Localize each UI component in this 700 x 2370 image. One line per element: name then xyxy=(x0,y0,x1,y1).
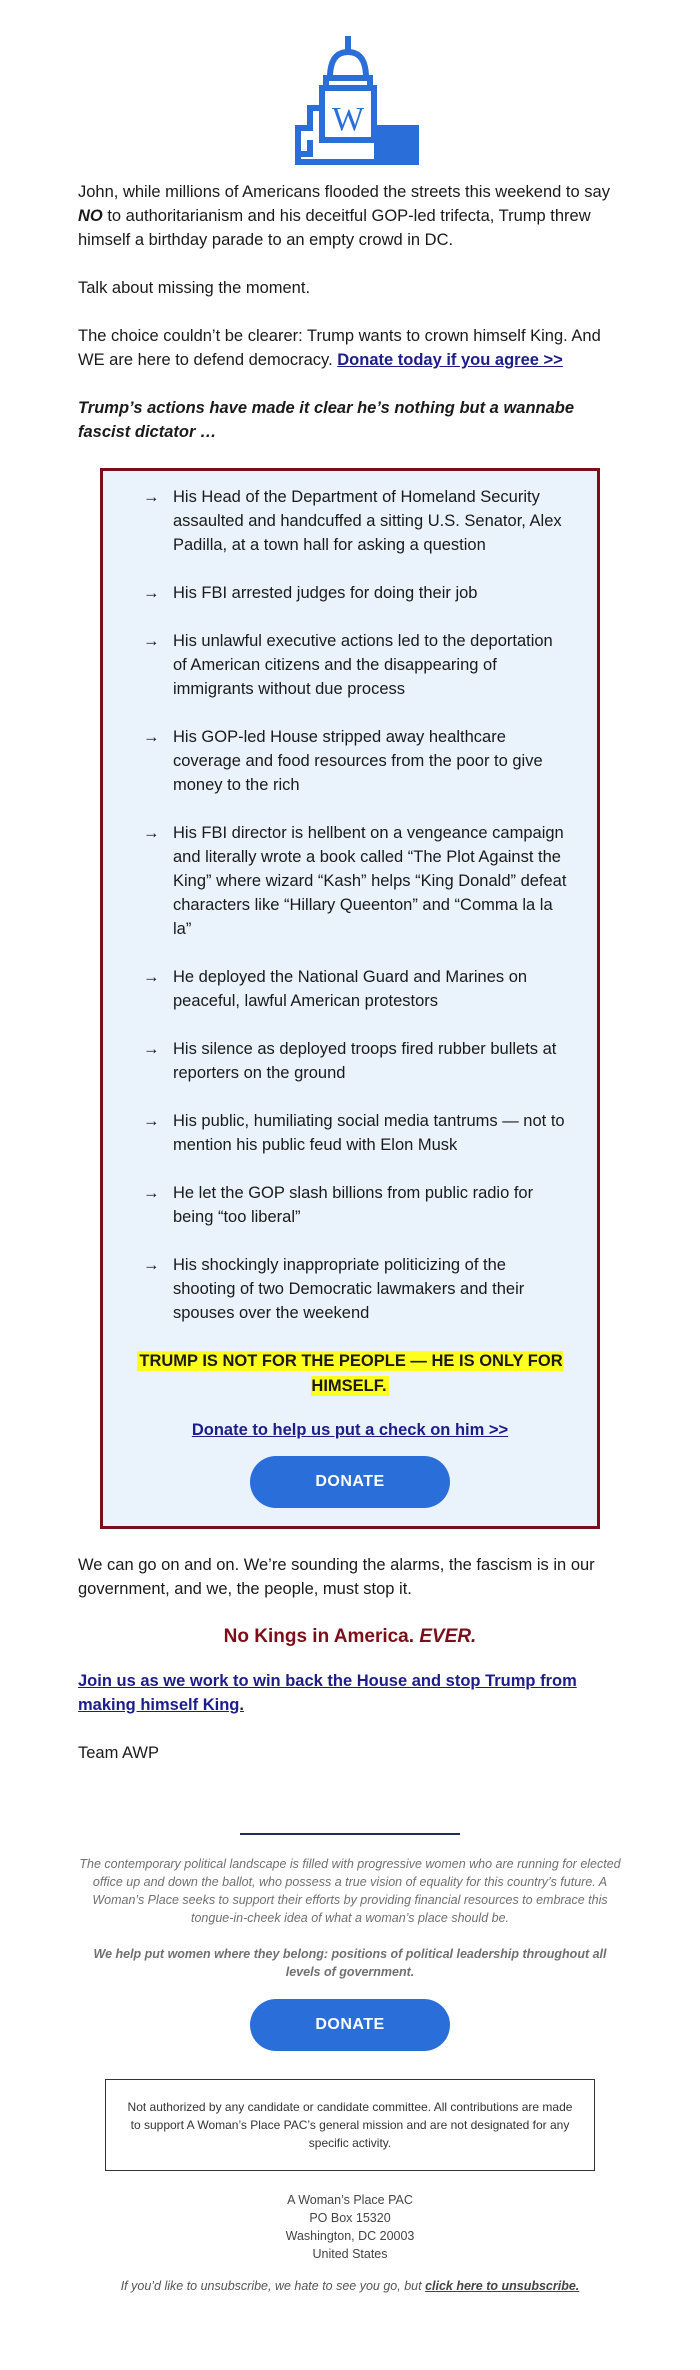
address-line: A Woman’s Place PAC xyxy=(287,2193,413,2207)
intro-paragraph xyxy=(78,180,622,252)
action-list-item xyxy=(133,485,567,557)
arrow-right-icon: → xyxy=(143,968,160,986)
action-item-text: His GOP-led House stripped away healthcare coverage and food resources from the poor to give money to the rich xyxy=(173,728,543,794)
mailing-address xyxy=(0,2191,700,2263)
missing-moment-paragraph: Talk about missing the moment. xyxy=(78,279,311,297)
action-item-text: His FBI arrested judges for doing their job xyxy=(173,584,478,602)
action-item-text: He deployed the National Guard and Marines on peaceful, lawful American protestors xyxy=(173,968,528,1010)
action-list-item xyxy=(133,965,567,1013)
action-list-item xyxy=(133,1109,567,1157)
footer-about: The contemporary political landscape is filled with progressive women who are running for elected office up and down the ballot, who possess a true vision of equality for this country’s future. A Woman’s Place seeks to support their efforts by providing financial resources to embrace this tongue-in-cheek idea of what a woman’s place should be. xyxy=(79,1857,621,1925)
actions-list xyxy=(133,485,567,1325)
no-kings-emphasis: EVER. xyxy=(419,1626,477,1647)
highlight-text: TRUMP IS NOT FOR THE PEOPLE — HE IS ONLY FOR HIMSELF. xyxy=(139,1352,563,1395)
action-item-text: He let the GOP slash billions from public radio for being “too liberal” xyxy=(173,1184,534,1226)
arrow-right-icon: → xyxy=(143,632,160,650)
address-line: United States xyxy=(312,2247,388,2261)
lead-statement: Trump’s actions have made it clear he’s nothing but a wannabe fascist dictator … xyxy=(78,399,575,441)
signoff: Team AWP xyxy=(78,1744,159,1762)
donate-check-link[interactable]: Donate to help us put a check on him >> xyxy=(191,1421,509,1439)
footer-divider xyxy=(240,1833,460,1835)
logo xyxy=(0,0,700,180)
donate-button[interactable]: DONATE xyxy=(250,1456,450,1508)
address-line: Washington, DC 20003 xyxy=(285,2229,415,2243)
no-kings-text: No Kings in America. xyxy=(223,1626,420,1647)
closing-content xyxy=(78,1553,622,1765)
action-list-item xyxy=(133,1181,567,1229)
action-list-item xyxy=(133,629,567,701)
arrow-right-icon: → xyxy=(143,1184,160,1202)
action-item-text: His public, humiliating social media tantrums — not to mention his public feud with Elon Musk xyxy=(173,1112,565,1154)
intro-emphasis: NO xyxy=(78,207,103,225)
address-line: PO Box 15320 xyxy=(309,2211,391,2225)
unsubscribe-text: If you’d like to unsubscribe, we hate to see you go, but xyxy=(120,2279,426,2293)
action-item-text: His shockingly inappropriate politicizing of the shooting of two Democratic lawmakers and their spouses over the weekend xyxy=(173,1256,525,1322)
arrow-right-icon: → xyxy=(143,584,160,602)
action-list-item xyxy=(133,821,567,941)
intro-text: John, while millions of Americans flooded the streets this weekend to say xyxy=(78,183,610,201)
intro-text-end: to authoritarianism and his deceitful GOP-led trifecta, Trump threw himself a birthday parade to an empty crowd in DC. xyxy=(78,207,591,249)
action-item-text: His FBI director is hellbent on a vengeance campaign and literally wrote a book called “The Plot Against the King” where wizard “Kash” helps “King Donald” defeat characters like “Hillary Queenton” and “Comma la la la” xyxy=(173,824,567,938)
arrow-right-icon: → xyxy=(143,1112,160,1130)
action-list-item xyxy=(133,581,567,605)
choice-text: The choice couldn’t be clearer: Trump wants to crown himself King. And WE are here to defend democracy. xyxy=(78,327,601,369)
footer-donate-button[interactable]: DONATE xyxy=(250,1999,450,2051)
action-item-text: His silence as deployed troops fired rubber bullets at reporters on the ground xyxy=(173,1040,557,1082)
logo-letter: W xyxy=(331,101,365,138)
arrow-right-icon: → xyxy=(143,728,160,746)
join-link[interactable]: Join us as we work to win back the House and stop Trump from making himself King. xyxy=(78,1672,577,1714)
alarm-paragraph: We can go on and on. We’re sounding the alarms, the fascism is in our government, and we, the people, must stop it. xyxy=(78,1556,595,1598)
no-kings-heading xyxy=(78,1625,622,1649)
action-item-text: His unlawful executive actions led to the deportation of American citizens and the disappearing of immigrants without due process xyxy=(173,632,553,698)
body-content xyxy=(78,180,622,444)
join-paragraph xyxy=(78,1669,622,1717)
donate-agree-link[interactable]: Donate today if you agree >> xyxy=(337,351,563,369)
highlight-statement xyxy=(133,1349,567,1399)
actions-box xyxy=(100,468,600,1529)
unsubscribe-link[interactable]: click here to unsubscribe. xyxy=(425,2279,580,2293)
arrow-right-icon: → xyxy=(143,1256,160,1274)
action-list-item xyxy=(133,1037,567,1085)
arrow-right-icon: → xyxy=(143,1040,160,1058)
action-list-item xyxy=(133,1253,567,1325)
choice-paragraph xyxy=(78,324,622,372)
action-list-item xyxy=(133,725,567,797)
capitol-dome-icon xyxy=(280,30,420,170)
unsubscribe-line xyxy=(0,2279,700,2293)
disclaimer: Not authorized by any candidate or candidate committee. All contributions are made to support A Woman’s Place PAC’s general mission and are not designated for any specific activity. xyxy=(105,2079,595,2171)
arrow-right-icon: → xyxy=(143,488,160,506)
footer-mission: We help put women where they belong: positions of political leadership throughout all levels of government. xyxy=(93,1947,607,1979)
footer xyxy=(0,1833,700,2293)
arrow-right-icon: → xyxy=(143,824,160,842)
check-link-wrap xyxy=(133,1421,567,1440)
action-item-text: His Head of the Department of Homeland Security assaulted and handcuffed a sitting U.S. Senator, Alex Padilla, at a town hall for asking a question xyxy=(173,488,562,554)
